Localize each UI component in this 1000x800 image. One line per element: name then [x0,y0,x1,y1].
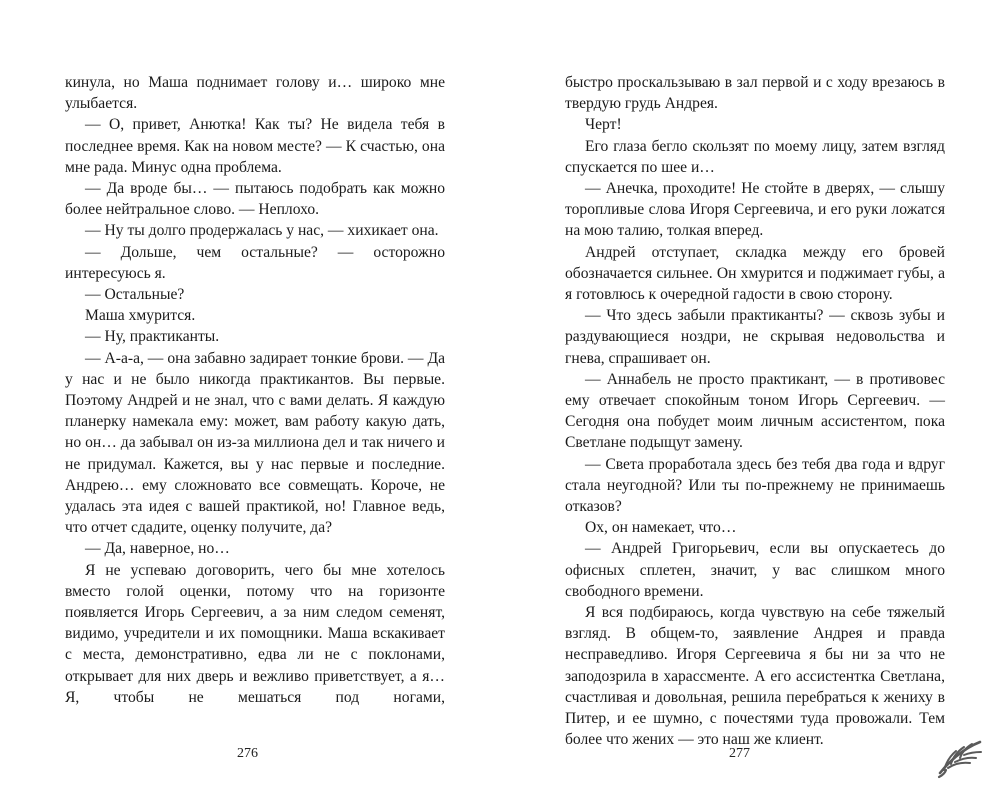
paragraph: Его глаза бегло скользят по моему лицу, затем взгляд спускается по шее и… [565,137,945,176]
paragraph: Черт! [585,116,622,134]
feather-leaf-logo-icon [934,737,986,779]
paragraph: — Андрей Григорьевич, если вы опускаетесь до офисных сплетен, значит, у вас слишком много свободного времени. [565,540,945,600]
paragraph: — Аннабель не просто практикант, — в противовес ему отвечает спокойным тоном Игорь Сергеевич. — Сегодня она побудет моим личным ассистентом, пока Светлане подыщут замену. [565,370,945,452]
paragraph: Я вся подбираюсь, когда чувствую на себе тяжелый взгляд. В общем-то, заявление Андрея и правда несправедливо. Игоря Сергеевича я бы ни за что не заподозрила в харассменте. А его ассистентка Светлана, счастливая и довольная, решила перебраться к жениху в Питер, и ее шумно, с почестями туда провожали. Тем более что жених — это наш же клиент. [565,604,945,749]
paragraph: — О, привет, Анютка! Как ты? Не видела тебя в последнее время. Как на новом месте? — К счастью, она мне рада. Минус одна проблема. [65,116,445,176]
page-number-right: 277 [729,746,750,761]
paragraph: — Остальные? [85,286,185,304]
paragraph: — Ну ты долго продержалась у нас, — хихикает она. [85,222,439,240]
paragraph: — Анечка, проходите! Не стойте в дверях, — слышу торопливые слова Игоря Сергеевича, и его руки ложатся на мою талию, толкая вперед. [565,180,945,240]
paragraph: Андрей отступает, складка между его бровей обозначается сильнее. Он хмурится и поджимает губы, а я готовлюсь к очередной гадости в свою сторону. [565,243,945,304]
paragraph: — Что здесь забыли практиканты? — сквозь зубы и раздувающиеся ноздри, не скрывая недовольства и гнева, спрашивает он. [565,307,945,367]
paragraph: — А-а-а, — она забавно задирает тонкие брови. — Да у нас и не было никогда практикантов. Вы первые. Поэтому Андрей и не знал, что с вами делать. Я каждую планерку намекала ему: может, вам работу какую дать, но он… да забывал он из-за миллиона дел и так ничего и не придумал. Кажется, вы у нас первые и последние. Андрею… ему сложновато все совмещать. Короче, не удалась эта идея с вашей практикой, но! Главное ведь, что отчет сдадите, оценку получите, да? [65,349,445,537]
right-page [565,72,945,751]
paragraph: — Света проработала здесь без тебя два года и вдруг стала неугодной? Или ты по-прежнему не принимаешь отказов? [565,455,945,516]
paragraph: Маша хмурится. [85,307,196,325]
left-page [65,72,445,708]
paragraph: — Ну, практиканты. [85,328,220,346]
paragraph: — Дольше, чем остальные? — осторожно интересуюсь я. [65,243,445,282]
paragraph: Ох, он намекает, что… [585,519,737,537]
paragraph: кинула, но Маша поднимает голову и… широко мне улыбается. [65,74,445,113]
paragraph: — Да вроде бы… — пытаюсь подобрать как можно более нейтральное слово. — Неплохо. [65,180,445,219]
page-number-left: 276 [237,746,258,761]
paragraph: Я не успеваю договорить, чего бы мне хотелось вместо голой оценки, потому что на горизонте появляется Игорь Сергеевич, а за ним следом семенят, видимо, учредители и их помощники. Маша вскакивает с места, демонстративно, едва ли не с поклонами, открывает для них дверь и вежливо приветствует, а я… Я, чтобы не мешаться под ногами, [65,561,445,706]
paragraph: быстро проскальзываю в зал первой и с ходу врезаюсь в твердую грудь Андрея. [565,74,945,113]
paragraph: — Да, наверное, но… [85,540,230,558]
